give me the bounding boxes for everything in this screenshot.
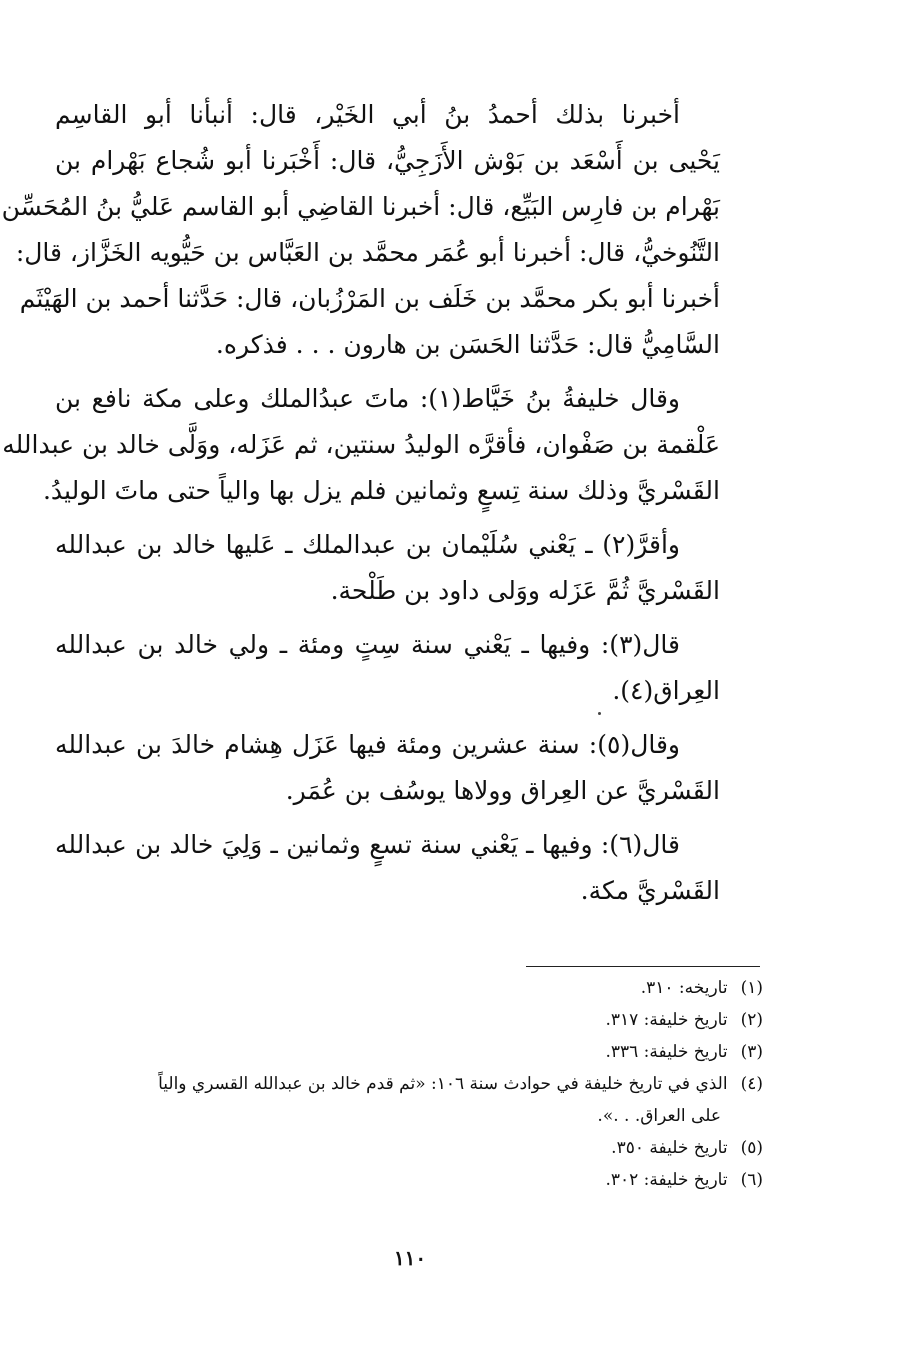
footnote-1 <box>55 972 763 1004</box>
footnote-text: تاريخه: ٣١٠. <box>640 978 728 998</box>
footnote-number: (٣) <box>740 1042 763 1062</box>
text-line: بَهْرام بن فارِس البَيِّع، قال: أخبرنا القاضِي أبو القاسم عَليُّ بنُ المُحَسِّن <box>1 192 720 221</box>
print-speck <box>598 712 601 715</box>
footnote-divider <box>526 966 760 967</box>
text-line: السَّامِيُّ قال: حَدَّثنا الحَسَن بن هارون . . . فذكره. <box>215 330 720 359</box>
footnote-5 <box>55 1132 763 1164</box>
text-line: وقال خليفةُ بنُ خَيَّاط(١): ماتَ عبدُالملك وعلى مكة نافع بن <box>55 384 680 413</box>
footnote-text: تاريخ خليفة: ٣١٧. <box>605 1010 728 1030</box>
footnote-number: (٥) <box>740 1138 763 1158</box>
paragraph-6 <box>55 822 760 914</box>
footnote-number: (٤) <box>740 1074 763 1094</box>
footnote-4 <box>55 1068 763 1100</box>
paragraph-1 <box>1 92 760 368</box>
text-line: قال(٦): وفيها ـ يَعْني سنة تسعٍ وثمانين ـ وَلِيَ خالد بن عبدالله <box>55 830 680 859</box>
footnote-number: (٦) <box>740 1170 763 1190</box>
footnote-text: تاريخ خليفة: ٣٣٦. <box>605 1042 728 1062</box>
main-text-body <box>1 92 760 922</box>
text-line: القَسْريَّ مكة. <box>580 876 720 905</box>
text-line: القَسْريَّ وذلك سنة تِسعٍ وثمانين فلم يزل بها والياً حتى ماتَ الوليدُ. <box>42 476 720 505</box>
footnote-text: تاريخ خليفة: ٣٠٢. <box>605 1170 728 1190</box>
paragraph-3 <box>55 522 760 614</box>
text-line: يَحْيى بن أَسْعَد بن بَوْش الأَزَجِيُّ، قال: أَخْبَرنا أبو شُجاع بَهْرام بن <box>55 146 720 175</box>
text-line: وقال(٥): سنة عشرين ومئة فيها عَزَل هِشام خالدَ بن عبدالله <box>55 730 680 759</box>
text-line: قال(٣): وفيها ـ يَعْني سنة سِتٍ ومئة ـ ولي خالد بن عبدالله <box>55 630 680 659</box>
text-line: عَلْقمة بن صَفْوان، فأقرَّه الوليدُ سنتين، ثم عَزَله، ووَلَّى خالد بن عبدالله <box>2 430 720 459</box>
text-line: أخبرنا أبو بكر محمَّد بن خَلَف بن المَرْزُبان، قال: حَدَّثنا أحمد بن الهَيْثَم <box>19 284 720 313</box>
footnote-3 <box>55 1036 763 1068</box>
text-line: القَسْريَّ ثُمَّ عَزَله ووَلى داود بن طَلْحة. <box>330 576 720 605</box>
footnote-number: (٢) <box>740 1010 763 1030</box>
paragraph-4 <box>55 622 760 714</box>
text-line: أخبرنا بذلك أحمدُ بنُ أبي الخَيْر، قال: أنبأنا أبو القاسِم <box>55 100 680 129</box>
text-line: التَّنُوخيُّ، قال: أخبرنا أبو عُمَر محمَّد بن العَبَّاس بن حَيُّويه الخَزَّاز، قال: <box>15 238 720 267</box>
footnotes-section <box>55 972 763 1196</box>
footnote-2 <box>55 1004 763 1036</box>
footnote-4-continuation: على العراق. . .». <box>597 1106 721 1126</box>
page-number: ١١٠ <box>393 1246 427 1270</box>
paragraph-2 <box>2 376 760 514</box>
text-line: العِراق(٤). <box>612 676 720 705</box>
text-line: وأقرَّ(٢) ـ يَعْني سُلَيْمان بن عبدالملك ـ عَليها خالد بن عبدالله <box>55 530 680 559</box>
paragraph-5 <box>55 722 760 814</box>
footnote-6 <box>55 1164 763 1196</box>
footnote-text: تاريخ خليفة ٣٥٠. <box>611 1138 728 1158</box>
footnote-text: الذي في تاريخ خليفة في حوادث سنة ١٠٦: «ثم قدم خالد بن عبدالله القسري والياً <box>158 1074 728 1094</box>
footnote-number: (١) <box>740 978 763 998</box>
text-line: القَسْريَّ عن العِراق وولاها يوسُف بن عُمَر. <box>285 776 720 805</box>
